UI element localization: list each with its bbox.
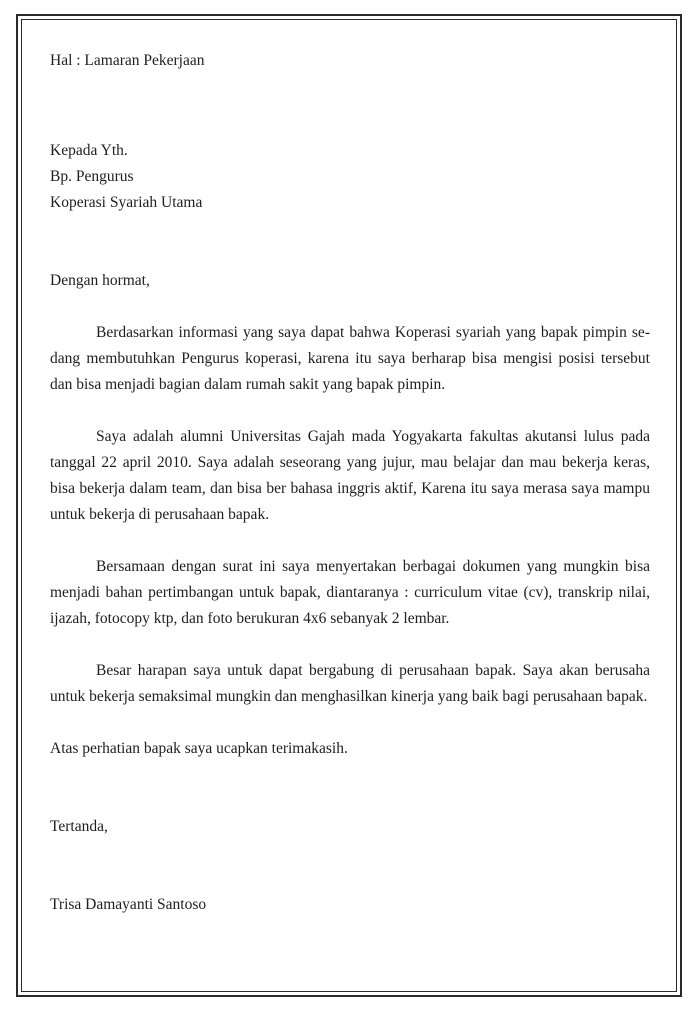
salutation: Dengan hormat, (50, 272, 150, 289)
recipient-line-1: Kepada Yth. (50, 142, 128, 159)
signatory-name: Trisa Damayanti Santoso (50, 896, 207, 913)
paragraph-3: Bersamaan dengan surat ini saya menyertakan berbagai dokumen yang mungkin bisa menjadi bahan pertimbangan untuk bapak, diantaranya : curriculum vitae (cv), transkrip nilai, ijazah, fotocopy ktp, dan foto berukuran 4x6 sebanyak 2 lembar. (50, 558, 650, 627)
paragraph-1: Berdasarkan informasi yang saya dapat bahwa Koperasi syariah yang bapak pimpin sedang membutuhkan Pengurus koperasi, karena itu saya berharap bisa mengisi posisi tersebut dan bisa menjadi bagian dalam rumah sakit yang bapak pimpin. (50, 324, 650, 393)
letter-subject: Hal : Lamaran Pekerjaan (50, 52, 205, 69)
letter-body (50, 48, 650, 918)
recipient-line-2: Bp. Pengurus (50, 168, 134, 185)
signoff: Tertanda, (50, 818, 108, 835)
paragraph-2: Saya adalah alumni Universitas Gajah mada Yogyakarta fakultas akutansi lulus pada tanggal 22 april 2010. Saya adalah seseorang yang jujur, mau belajar dan mau bekerja keras, bisa bekerja dalam team, dan bisa ber bahasa inggris aktif, Karena itu saya merasa saya mampu untuk bekerja di perusahaan bapak. (50, 428, 650, 523)
paragraph-4: Besar harapan saya untuk dapat bergabung di perusahaan bapak. Saya akan berusaha untuk bekerja semaksimal mungkin dan menghasilkan kinerja yang baik bagi perusahaan bapak. (50, 662, 650, 705)
recipient-block (50, 138, 650, 216)
closing-statement: Atas perhatian bapak saya ucapkan terimakasih. (50, 740, 348, 757)
recipient-line-3: Koperasi Syariah Utama (50, 194, 203, 211)
